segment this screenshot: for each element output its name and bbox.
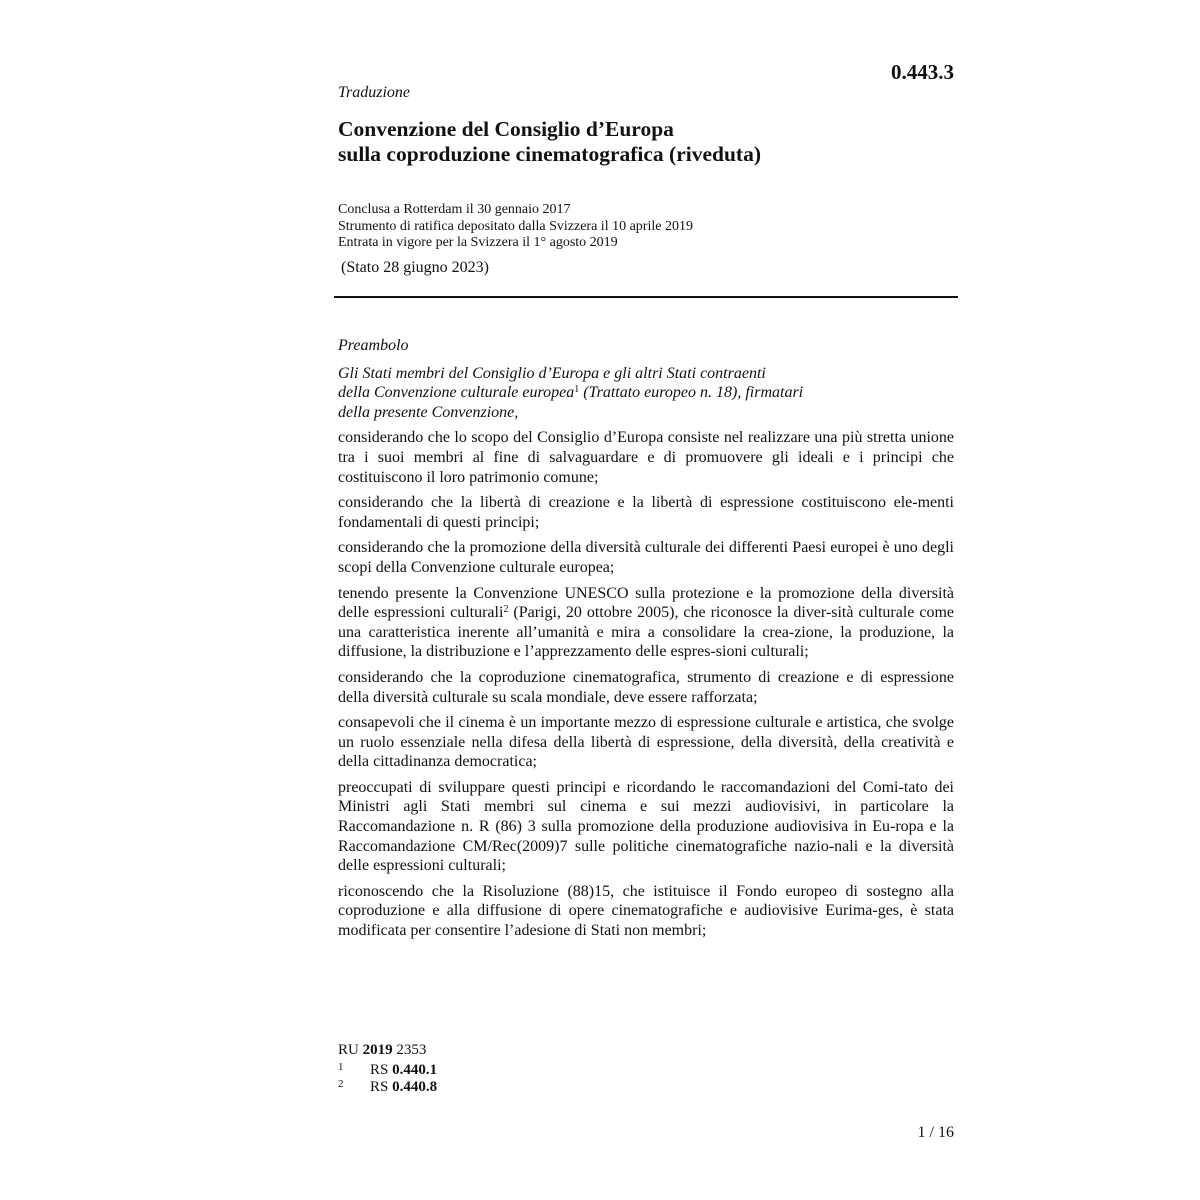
footnotes	[338, 1042, 437, 1093]
preamble-heading: Preambolo	[338, 337, 409, 354]
title-line-2: sulla coproduzione cinematografica (riveduta)	[338, 142, 761, 166]
header-divider	[334, 296, 958, 298]
footnote-prefix: RS	[370, 1079, 393, 1095]
ru-reference	[338, 1042, 437, 1059]
footnote-number: 1	[338, 1061, 344, 1073]
meta-entry-into-force: Entrata in vigore per la Svizzera il 1° agosto 2019	[338, 235, 618, 250]
intro-line-2	[338, 383, 954, 403]
sr-number: 0.443.3	[891, 60, 954, 84]
footnote-ref: 0.440.8	[392, 1079, 438, 1095]
preamble-paragraph: considerando che la promozione della diversità culturale dei differenti Paesi europei è uno degli scopi della Convenzione culturale europea;	[338, 539, 954, 576]
footnote-ref-1: 1	[574, 384, 580, 396]
translation-label: Traduzione	[338, 84, 411, 101]
intro-line-3: della presente Convenzione,	[338, 403, 519, 421]
footnote-2	[338, 1076, 437, 1093]
preamble-section	[338, 336, 954, 947]
preamble-paragraph: considerando che lo scopo del Consiglio d’Europa consiste nel realizzare una più stretta unione tra i suoi membri al fine di salvaguardare e di promuovere gli ideali e i principi che costituiscono il loro patrimonio comune;	[338, 429, 954, 486]
preamble-paragraph: consapevoli che il cinema è un importante mezzo di espressione culturale e artistica, che svolge un ruolo essenziale nella difesa della libertà di espressione, della diversità, della creatività e della cittadinanza democratica;	[338, 714, 954, 771]
unesco-text: tenendo presente la Convenzione UNESCO sulla protezione e la promozione della diversità delle espressioni culturali	[338, 584, 954, 622]
page-number: 1 / 16	[917, 1124, 954, 1141]
ru-year: 2019	[362, 1042, 393, 1058]
footnote-text	[370, 1079, 437, 1096]
preamble-paragraph: riconoscendo che la Risoluzione (88)15, che istituisce il Fondo europeo di sostegno alla coproduzione e alla diffusione di opere cinematografiche e audiovisive Eurima-ges, è stata modificata per consentire l’adesione di Stati non membri;	[338, 882, 954, 940]
preamble-paragraph-unesco	[338, 584, 954, 662]
document-metadata	[338, 202, 693, 252]
footnote-prefix: RS	[370, 1062, 393, 1078]
preamble-paragraph: preoccupati di sviluppare questi principi e ricordando le raccomandazioni del Comi-tato dei Ministri agli Stati membri sul cinema e sui mezzi audiovisivi, in particolare la Raccomandazione n. R (86) 3 sulla promozione della produzione audiovisiva in Eu-ropa e la Raccomandazione CM/Rec(2009)7 sulle politiche cinematografiche nazio-nali e la diversità delle espressioni culturali;	[338, 778, 954, 875]
preamble-paragraph: considerando che la coproduzione cinematografica, strumento di creazione e di espressione della diversità culturale su scala mondiale, deve essere rafforzata;	[338, 668, 954, 706]
meta-concluded: Conclusa a Rotterdam il 30 gennaio 2017	[338, 202, 571, 217]
footnote-1	[338, 1059, 437, 1076]
intro-line-2-rest: (Trattato europeo n. 18), firmatari	[579, 384, 804, 402]
intro-line-2-text: della Convenzione culturale europea	[338, 384, 575, 402]
ru-page: 2353	[392, 1042, 427, 1058]
ru-prefix: RU	[338, 1042, 363, 1058]
unesco-text-rest: (Parigi, 20 ottobre 2005), che riconosce la diver-sità culturale come una caratteristica inerente all’umanità e mira a consolidare la crea-zione, la produzione, la diffusione, la distribuzione e l’apprezzamento delle espres-sioni culturali;	[338, 604, 955, 661]
preamble-intro	[338, 364, 954, 423]
document-title	[338, 117, 761, 167]
intro-line-1: Gli Stati membri del Consiglio d’Europa e gli altri Stati contraenti	[338, 364, 766, 382]
status-date: (Stato 28 giugno 2023)	[341, 259, 489, 276]
footnote-ref: 0.440.1	[392, 1062, 438, 1078]
footnote-number: 2	[338, 1078, 344, 1090]
footnote-ref-2: 2	[503, 604, 509, 616]
preamble-paragraph: considerando che la libertà di creazione e la libertà di espressione costituiscono ele-menti fondamentali di questi principi;	[338, 494, 954, 531]
meta-ratification: Strumento di ratifica depositato dalla Svizzera il 10 aprile 2019	[338, 218, 693, 234]
title-line-1: Convenzione del Consiglio d’Europa	[338, 117, 674, 141]
